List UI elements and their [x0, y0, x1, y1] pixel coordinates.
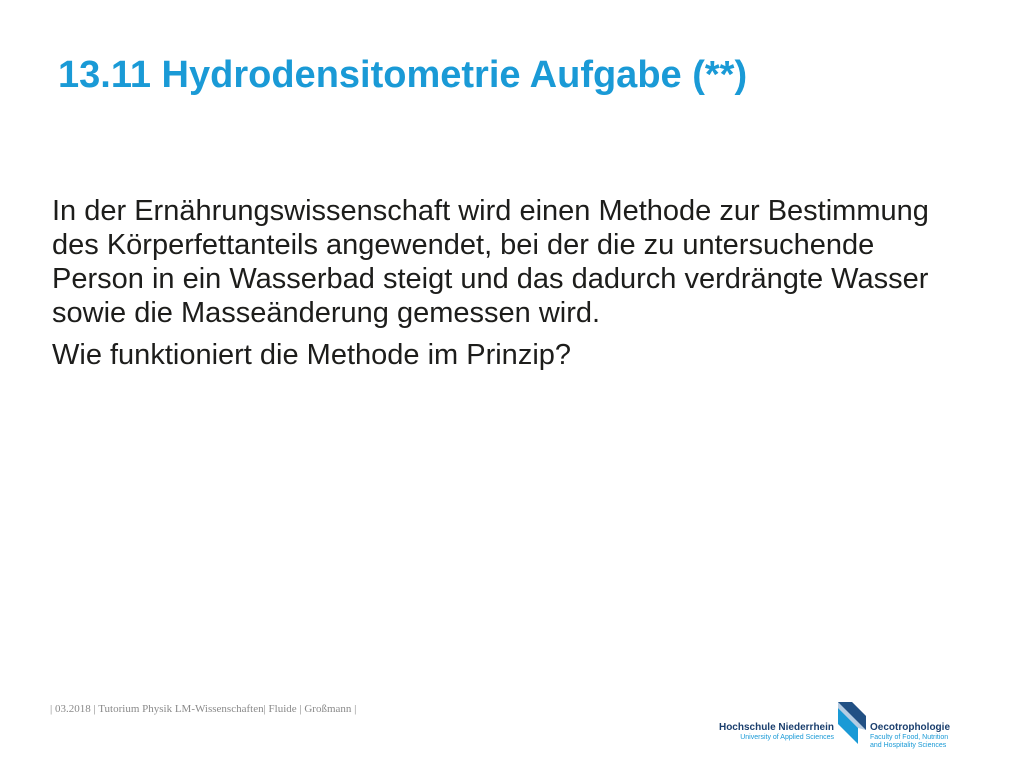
slide-body [52, 194, 952, 372]
university-name: Hochschule Niederrhein [718, 722, 834, 733]
hochschule-niederrhein-logo-icon [838, 702, 866, 744]
faculty-subtitle-line2: and Hospitality Sciences [870, 742, 947, 749]
faculty-name-block [870, 722, 980, 750]
university-logo [714, 702, 974, 752]
slide-footer: | 03.2018 | Tutorium Physik LM-Wissenschaften| Fluide | Großmann | [50, 703, 357, 715]
slide-title: 13.11 Hydrodensitometrie Aufgabe (**) [58, 54, 748, 96]
faculty-subtitle-line1: Faculty of Food, Nutrition [870, 734, 949, 741]
faculty-name: Oecotrophologie [870, 722, 950, 733]
university-subtitle: University of Applied Sciences [740, 734, 834, 741]
body-question: Wie funktioniert die Methode im Prinzip? [52, 339, 572, 371]
university-name-block [714, 722, 834, 742]
body-paragraph: In der Ernährungswissenschaft wird einen Methode zur Bestimmung des Körperfettanteils angewendet, bei der die zu untersuchende Person in ein Wasserbad steigt und das dadurch verdrängte Wasser sowie die Masseänderung gemessen wird. [52, 195, 929, 329]
